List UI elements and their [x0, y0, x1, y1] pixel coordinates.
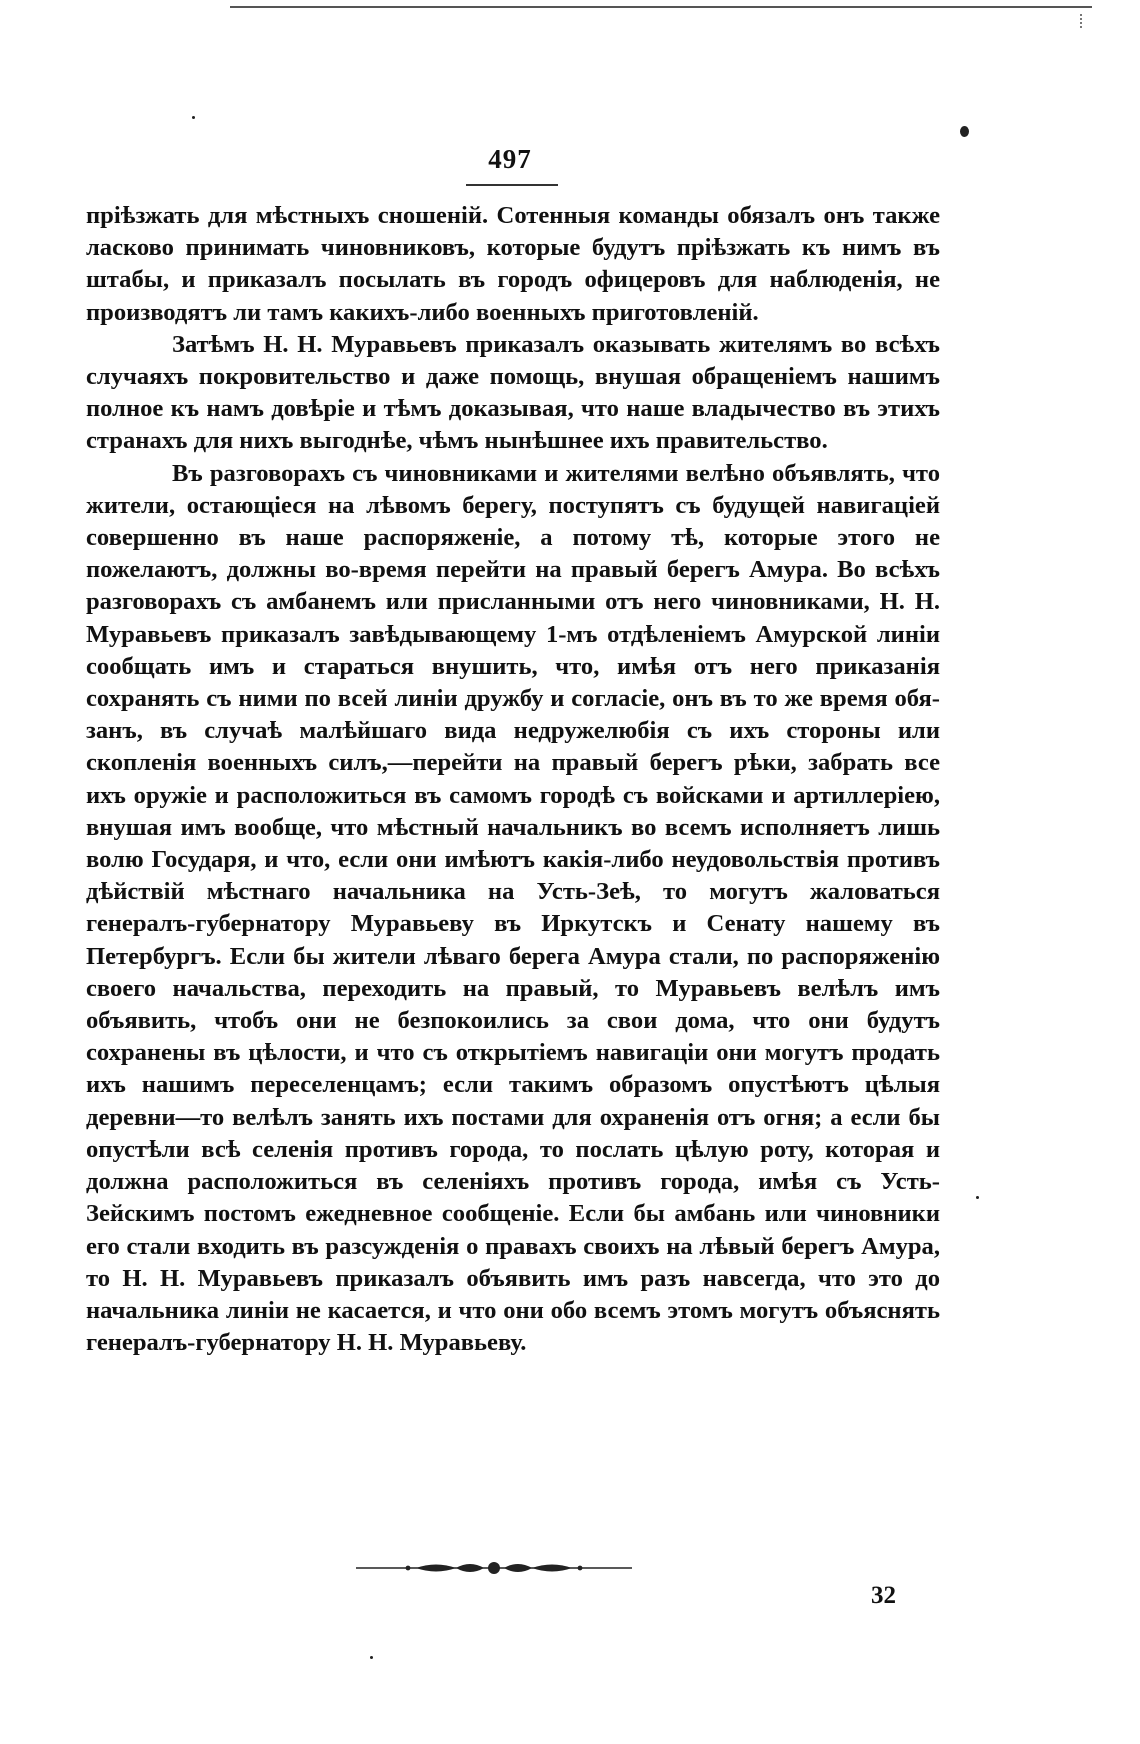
signature-mark: 32: [871, 1582, 896, 1609]
top-corner-dots: [1080, 14, 1084, 28]
body-text: [86, 200, 940, 1359]
ink-speck: [960, 126, 969, 137]
paragraph-2: Затѣмъ Н. Н. Муравьевъ приказалъ оказывать жителямъ во всѣхъ случаяхъ покровительство и даже помощь, внушая обращеніемъ нашимъ полное къ намъ довѣріе и тѣмъ доказывая, что наше владычество въ этихъ странахъ для нихъ выгоднѣе, чѣмъ нынѣшнее ихъ правительство.: [86, 330, 940, 455]
paragraph-3: Въ разговорахъ съ чиновниками и жителями велѣно объявлять, что жители, остающіеся на лѣвомъ берегу, поступятъ съ будущей навигаціей совершенно въ наше распоряженіе, а потому тѣ, которые этого не пожелаютъ, должны во-время перейти на правый берегъ Амура. Во всѣхъ разговорахъ съ амбанемъ или присланными отъ него чиновниками, Н. Н. Муравьевъ приказалъ завѣдывающему 1-мъ отдѣленіемъ Амурской линіи сообщать имъ и стараться внушить, что, имѣя отъ него приказанія сохранять съ ними по всей линіи дружбу и согласіе, онъ въ то же время обязанъ, въ случаѣ малѣйшаго вида недружелюбія съ ихъ стороны или скопленія военныхъ силъ,—перейти на правый берегъ рѣки, забрать все ихъ оружіе и расположиться въ самомъ городѣ съ войсками и артиллеріею, внушая имъ вообще, что мѣстный начальникъ во всемъ исполняетъ лишь волю Государя, и что, если они имѣютъ какія-либо неудовольствія противъ дѣйствій мѣстнаго начальника на Усть-Зеѣ, то могутъ жаловаться генералъ-губернатору Муравьеву въ Иркутскъ и Сенату нашему въ Петербургъ. Если бы жители лѣваго берега Амура стали, по распоряженію своего начальства, переходить на правый, то Муравьевъ велѣлъ имъ объявить, чтобъ они не безпокоились за свои дома, что они будутъ сохранены въ цѣлости, и что съ открытіемъ навигаціи они могутъ продать ихъ нашимъ переселенцамъ; если такимъ образомъ опустѣютъ цѣлыя деревни—то велѣлъ занять ихъ постами для охраненія отъ огня; а если бы опустѣли всѣ селенія противъ города, то послать цѣлую роту, которая и должна расположиться въ селеніяхъ противъ города, имѣя съ Усть-Зейскимъ постомъ ежедневное сообщеніе. Если бы амбань или чиновники его стали входить въ разсужденія о правахъ своихъ на лѣвый берегъ Амура, то Н. Н. Муравьевъ приказалъ объявить имъ разъ навсегда, что это до начальника линіи не касается, и что они обо всемъ этомъ могутъ объяснять генералъ-губернатору Н. Н. Муравьеву.: [86, 459, 940, 1357]
ink-speck: [976, 1196, 979, 1199]
top-border-rule: [230, 6, 1092, 8]
ink-speck: [192, 116, 195, 119]
paragraph-1: пріѣзжать для мѣстныхъ сношеній. Сотенныя команды обязалъ онъ также ласково принимать чиновниковъ, которые будутъ пріѣзжать къ нимъ въ штабы, и приказалъ посылать въ городъ офицеровъ для наблюденія, не производятъ ли тамъ какихъ-либо военныхъ приготовленій.: [86, 202, 940, 326]
page-number-underline: [466, 184, 558, 186]
end-ornament: [356, 1560, 632, 1576]
page-number: 497: [488, 144, 532, 174]
ink-speck: [370, 1656, 373, 1659]
